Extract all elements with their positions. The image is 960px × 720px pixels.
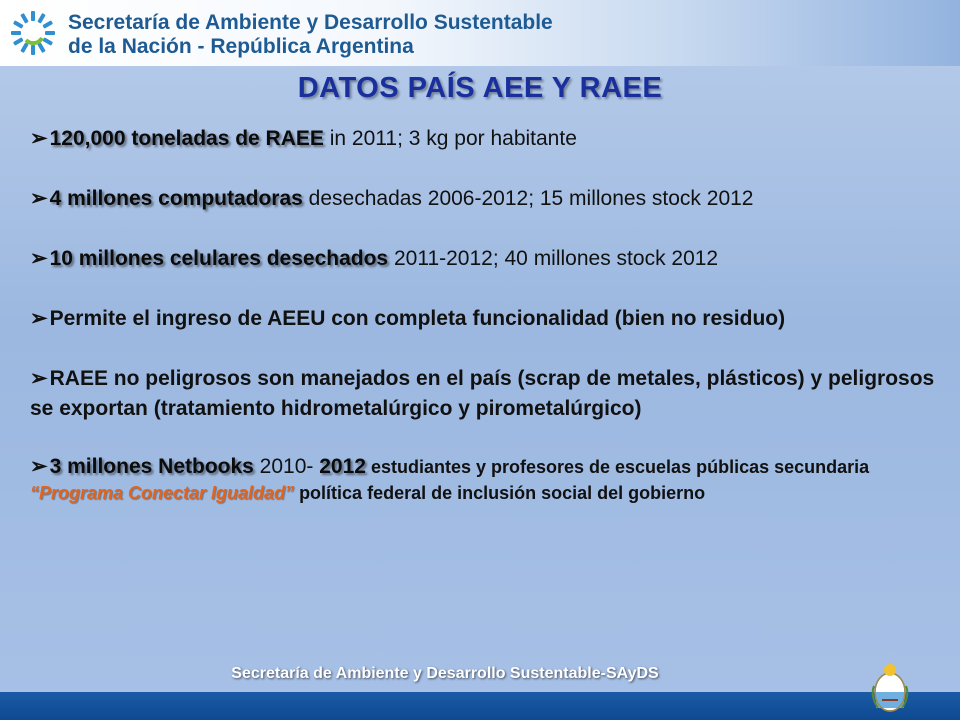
bullet-emphasis: 120,000 toneladas de RAEE [49,127,324,150]
bullet-emphasis-year: 2012 [319,455,366,478]
bullet-item-2 [30,184,935,214]
bullet-item-5 [30,364,935,424]
bullet-arrow-icon: ➢ [30,187,48,210]
bullet-item-1 [30,124,935,154]
bullet-list [30,124,935,506]
coat-of-arms-icon [868,662,912,716]
bullet-text: RAEE no peligrosos son manejados en el país (scrap de metales, plásticos) y peligrosos se exportan (tratamiento hidrometalúrgico y pirometalúrgico) [30,367,935,420]
bullet-year: 2010- [253,455,320,478]
bullet-item-6 [30,454,935,506]
bullet-emphasis: 3 millones Netbooks [49,455,254,478]
bullet-arrow-icon: ➢ [30,455,48,478]
bullet-text: Permite el ingreso de AEEU con completa funcionalidad (bien no residuo) [49,307,786,330]
bullet-text: 2011-2012; 40 millones stock 2012 [388,247,719,270]
org-name-line2: de la Nación - República Argentina [68,35,414,58]
footer-bar [0,692,960,720]
bullet-emphasis: 10 millones celulares desechados [49,247,389,270]
bullet-item-3 [30,244,935,274]
bullet-item-4 [30,304,935,334]
bullet-text: desechadas 2006-2012; 15 millones stock 2012 [302,187,754,210]
slide-title: DATOS PAÍS AEE Y RAEE [297,72,663,104]
footer-text: Secretaría de Ambiente y Desarrollo Sustentable-SAyDS [231,665,659,682]
bullet-arrow-icon: ➢ [30,307,48,330]
bullet-arrow-icon: ➢ [30,247,48,270]
bullet-text: in 2011; 3 kg por habitante [323,127,577,150]
org-name-line1: Secretaría de Ambiente y Desarrollo Sustentable [68,11,553,34]
sun-ring-logo-icon [10,10,56,56]
bullet-arrow-icon: ➢ [30,127,48,150]
bullet-arrow-icon: ➢ [30,367,48,390]
bullet-text: política federal de inclusión social del gobierno [294,483,706,503]
header-banner [0,0,960,66]
bullet-emphasis: 4 millones computadoras [49,187,303,210]
bullet-text: estudiantes y profesores de escuelas públicas secundaria [365,457,870,477]
program-name: “Programa Conectar Igualdad” [30,483,295,503]
